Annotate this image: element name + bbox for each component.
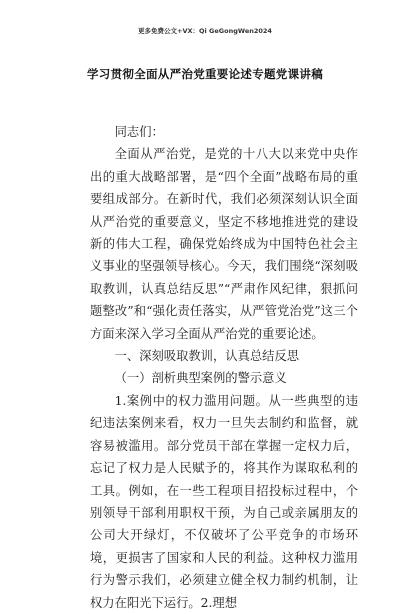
section-heading: 一、深刻吸取教训，认真总结反思	[114, 349, 300, 364]
header-note: 更多免费公文+VX：Qi GeGongWen2024	[138, 27, 272, 35]
paragraph-intro: 全面从严治党，是党的十八大以来党中央作出的重大战略部署，是“四个全面”战略布局的重要组成部分。在新时代，我们必须深刻认识全面从严治党的重要意义，坚定不移地推进党的建设新的伟大工程，确保党始终成为中国特色社会主义事业的坚强领导核心。今天，我们围绕“深刻吸取教训，认真总结反思”“严肃作风纪律，狠抓问题整改”和“强化责任落实，从严管党治党”这三个方面来深入学习全面从严治党的重要论述。	[90, 147, 358, 341]
paragraph-case: 1.案例中的权力滥用问题。从一些典型的违纪违法案例来看，权力一旦失去制约和监督，就容易被滥用。部分党员干部在掌握一定权力后，忘记了权力是人民赋予的，将其作为谋取私利的工具。例如，在一些工程项目招投标过程中，个别领导干部利用职权干预，为自己或亲属朋友的公司大开绿灯，不仅破坏了公平竞争的市场环境，更损害了国家和人民的利益。这种权力滥用行为警示我们，必须建立健全权力制约机制，让权力在阳光下运行。2.理想	[90, 393, 358, 610]
document-body	[90, 121, 358, 614]
salutation: 同志们：	[114, 125, 164, 139]
subsection-heading: （一）剖析典型案例的警示意义	[114, 371, 287, 386]
page-title: 学习贯彻全面从严治党重要论述专题党课讲稿	[87, 67, 323, 81]
